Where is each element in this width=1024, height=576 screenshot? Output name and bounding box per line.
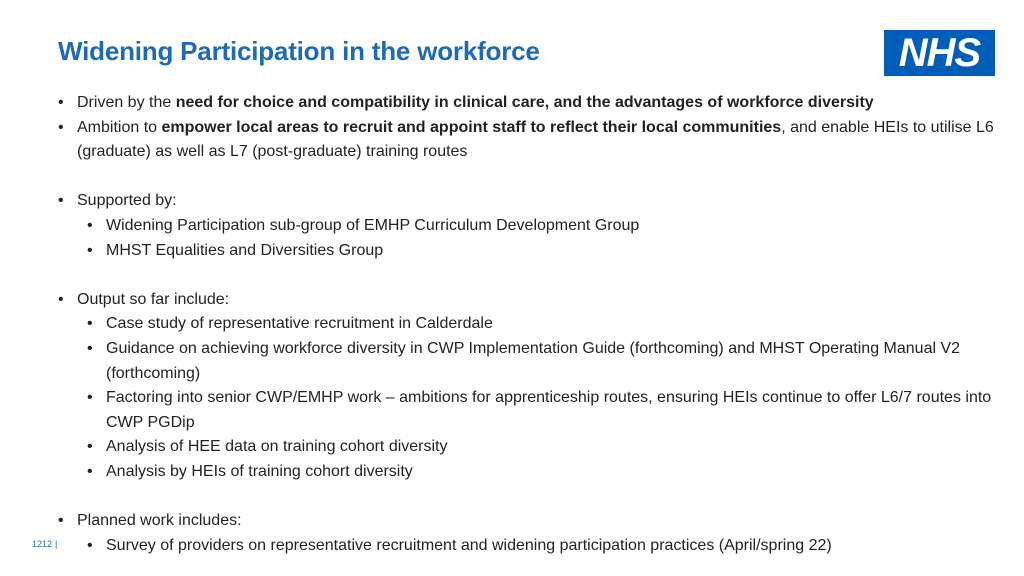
sub-bullet-text: Analysis of HEE data on training cohort diversity <box>106 438 448 456</box>
nhs-logo-text: NHS <box>898 31 981 75</box>
spacer <box>58 263 998 288</box>
bullet-marker: • <box>87 462 93 480</box>
sub-bullet <box>58 337 998 386</box>
bullet-ambition <box>58 116 998 165</box>
bullet-marker: • <box>87 389 93 407</box>
bullet-text: Driven by the <box>77 94 176 111</box>
page-number <box>32 539 57 549</box>
planned-list <box>58 509 998 558</box>
bullet-marker: • <box>58 192 64 210</box>
output-list <box>58 288 998 485</box>
bullet-label: Supported by: <box>77 192 177 210</box>
slide-body <box>58 91 998 558</box>
bullet-bold-text: need for choice and compatibility in clinical care, and the advantages of workforce diversity <box>175 94 874 111</box>
sub-bullet <box>58 386 998 435</box>
sub-bullet-text: MHST Equalities and Diversities Group <box>106 241 384 259</box>
spacer <box>58 485 998 510</box>
bullet-driven-by <box>58 91 998 116</box>
sub-bullet <box>58 214 998 239</box>
page-separator: | <box>55 539 58 549</box>
sub-bullet-text: Case study of representative recruitment in Calderdale <box>106 315 493 333</box>
bullet-marker: • <box>87 216 93 234</box>
bullet-planned <box>58 509 998 534</box>
sub-bullet <box>58 312 998 337</box>
bullet-marker: • <box>87 438 93 456</box>
bullet-marker: • <box>58 94 64 111</box>
bullet-bold-text: empower local areas to recruit and appoint staff to reflect their local communities <box>161 118 782 136</box>
slide-title: Widening Participation in the workforce <box>58 36 540 66</box>
bullet-marker: • <box>58 118 64 136</box>
bullet-marker: • <box>87 536 93 554</box>
bullet-marker: • <box>87 339 93 357</box>
sub-bullet-text: Guidance on achieving workforce diversity in CWP Implementation Guide (forthcoming) and MHST Operating Manual V2 (forthcoming) <box>106 339 961 382</box>
sub-bullet <box>58 460 998 485</box>
sub-bullet <box>58 239 998 264</box>
page-number-text: 1212 <box>32 539 53 549</box>
bullet-supported-by <box>58 189 998 214</box>
sub-bullet <box>58 435 998 460</box>
spacer <box>58 165 998 190</box>
sub-bullet-text: Factoring into senior CWP/EMHP work – ambitions for apprenticeship routes, ensuring HEIs continue to offer L6/7 routes into CWP PGDip <box>106 389 992 431</box>
bullet-marker: • <box>58 290 64 308</box>
bullet-text-tail: , and enable HEIs to utilise L6 (graduate) as well as L7 (post-graduate) training routes <box>77 118 994 161</box>
bullet-marker: • <box>58 512 64 530</box>
bullet-marker: • <box>87 315 93 333</box>
bullet-output <box>58 288 998 313</box>
supported-list <box>58 189 998 263</box>
bullet-list <box>58 91 998 165</box>
nhs-logo <box>884 30 995 76</box>
bullet-label: Planned work includes: <box>77 512 242 530</box>
bullet-marker: • <box>87 241 93 259</box>
sub-bullet-text: Widening Participation sub-group of EMHP Curriculum Development Group <box>106 216 640 234</box>
sub-bullet-text: Survey of providers on representative recruitment and widening participation practices (April/spring 22) <box>106 536 832 554</box>
sub-bullet <box>58 534 998 559</box>
bullet-label: Output so far include: <box>77 290 230 308</box>
bullet-text: Ambition to <box>77 118 162 136</box>
sub-bullet-text: Analysis by HEIs of training cohort diversity <box>106 462 413 480</box>
